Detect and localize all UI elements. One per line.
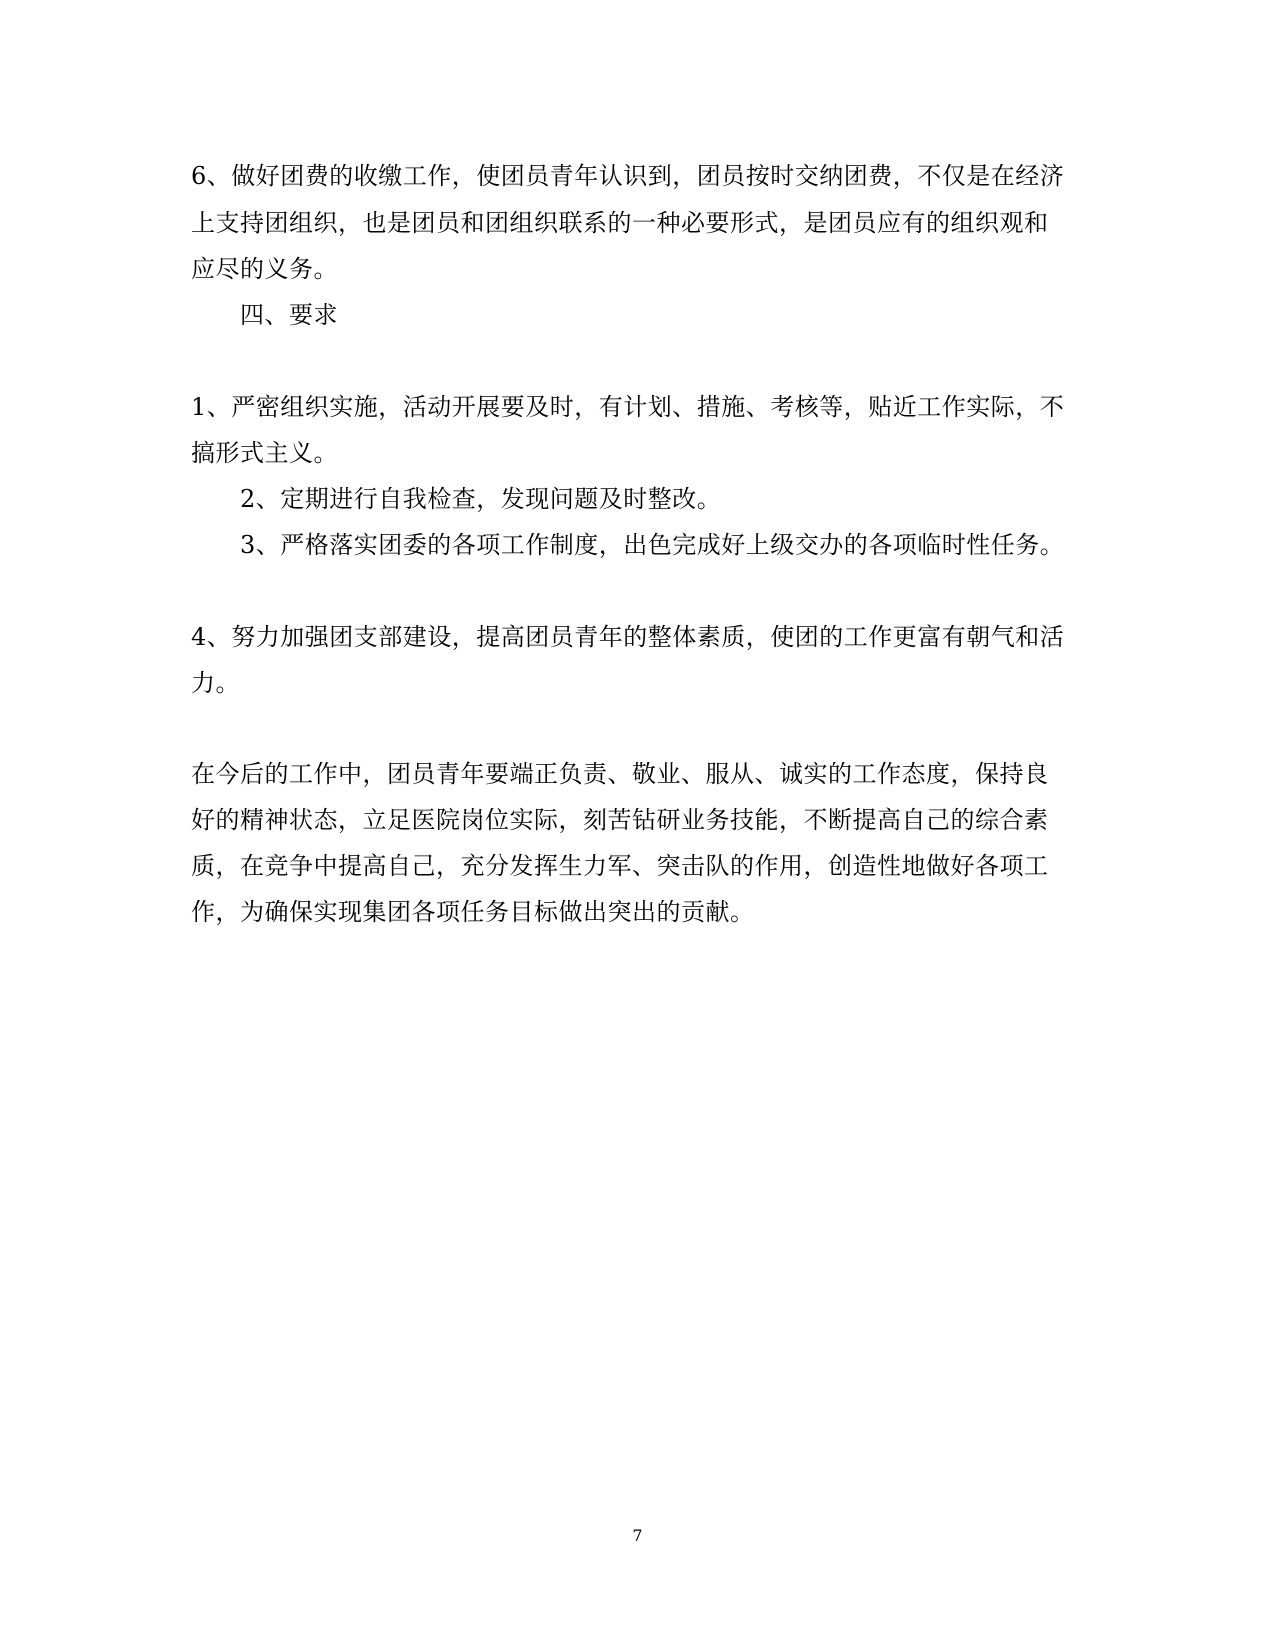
text-line: 好的精神状态，立足医院岗位实际，刻苦钻研业务技能，不断提高自己的综合素 (191, 806, 1049, 834)
text-line: 应尽的义务。 (191, 255, 338, 283)
text-line: 力。 (191, 669, 240, 697)
text-line: 搞形式主义。 (191, 439, 338, 467)
text-line: 1、严密组织实施，活动开展要及时，有计划、措施、考核等，贴近工作实际，不 (191, 393, 1065, 421)
page-number: 7 (632, 1526, 643, 1545)
text-line: 4、努力加强团支部建设，提高团员青年的整体素质，使团的工作更富有朝气和活 (191, 623, 1065, 651)
text-line: 在今后的工作中，团员青年要端正负责、敬业、服从、诚实的工作态度，保持良 (191, 760, 1049, 788)
text-line: 上支持团组织，也是团员和团组织联系的一种必要形式，是团员应有的组织观和 (191, 209, 1049, 237)
section-heading: 四、要求 (240, 301, 338, 329)
text-line: 3、严格落实团委的各项工作制度，出色完成好上级交办的各项临时性任务。 (240, 531, 1065, 559)
text-line: 作，为确保实现集团各项任务目标做出突出的贡献。 (191, 898, 755, 926)
text-line: 质，在竞争中提高自己，充分发挥生力军、突击队的作用，创造性地做好各项工 (191, 852, 1049, 880)
text-line: 6、做好团费的收缴工作，使团员青年认识到，团员按时交纳团费，不仅是在经济 (191, 162, 1065, 190)
text-line: 2、定期进行自我检查，发现问题及时整改。 (240, 485, 722, 513)
